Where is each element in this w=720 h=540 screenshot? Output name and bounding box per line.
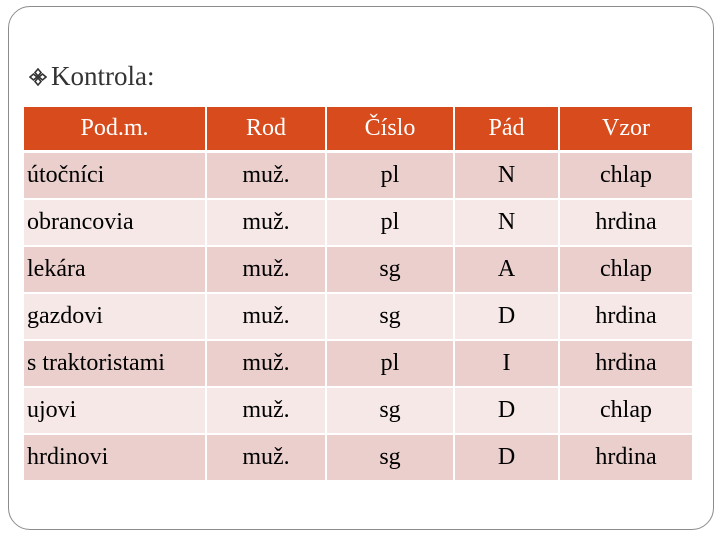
cell-gender: muž. bbox=[207, 435, 327, 482]
cell-noun: gazdovi bbox=[24, 294, 207, 341]
cell-noun: obrancovia bbox=[24, 200, 207, 247]
table-row bbox=[24, 200, 692, 247]
cell-gender: muž. bbox=[207, 247, 327, 294]
header-pattern: Vzor bbox=[560, 107, 692, 153]
cell-pattern: chlap bbox=[560, 247, 692, 294]
cell-gender: muž. bbox=[207, 153, 327, 200]
cell-case: I bbox=[455, 341, 560, 388]
cell-gender: muž. bbox=[207, 388, 327, 435]
table-row bbox=[24, 388, 692, 435]
cell-case: N bbox=[455, 200, 560, 247]
header-gender: Rod bbox=[207, 107, 327, 153]
cell-number: pl bbox=[327, 200, 455, 247]
cell-noun: lekára bbox=[24, 247, 207, 294]
table-header-row bbox=[24, 107, 692, 153]
header-noun: Pod.m. bbox=[24, 107, 207, 153]
slide-heading bbox=[29, 58, 154, 94]
table-row bbox=[24, 294, 692, 341]
cell-noun: s traktoristami bbox=[24, 341, 207, 388]
cell-pattern: hrdina bbox=[560, 435, 692, 482]
cell-case: D bbox=[455, 294, 560, 341]
header-number: Číslo bbox=[327, 107, 455, 153]
diamond-bullet-icon bbox=[29, 68, 47, 86]
cell-noun: útočníci bbox=[24, 153, 207, 200]
cell-number: pl bbox=[327, 341, 455, 388]
cell-case: D bbox=[455, 388, 560, 435]
cell-pattern: chlap bbox=[560, 153, 692, 200]
cell-number: sg bbox=[327, 294, 455, 341]
cell-gender: muž. bbox=[207, 341, 327, 388]
cell-number: sg bbox=[327, 247, 455, 294]
heading-text: Kontrola: bbox=[51, 60, 155, 91]
cell-number: sg bbox=[327, 435, 455, 482]
header-case: Pád bbox=[455, 107, 560, 153]
cell-pattern: hrdina bbox=[560, 341, 692, 388]
table-row bbox=[24, 153, 692, 200]
cell-number: sg bbox=[327, 388, 455, 435]
cell-pattern: hrdina bbox=[560, 294, 692, 341]
table-row bbox=[24, 435, 692, 482]
cell-noun: hrdinovi bbox=[24, 435, 207, 482]
cell-noun: ujovi bbox=[24, 388, 207, 435]
cell-pattern: hrdina bbox=[560, 200, 692, 247]
case-table bbox=[24, 107, 692, 482]
cell-case: N bbox=[455, 153, 560, 200]
cell-pattern: chlap bbox=[560, 388, 692, 435]
table-row bbox=[24, 341, 692, 388]
cell-case: A bbox=[455, 247, 560, 294]
cell-gender: muž. bbox=[207, 294, 327, 341]
cell-number: pl bbox=[327, 153, 455, 200]
cell-gender: muž. bbox=[207, 200, 327, 247]
table-row bbox=[24, 247, 692, 294]
cell-case: D bbox=[455, 435, 560, 482]
